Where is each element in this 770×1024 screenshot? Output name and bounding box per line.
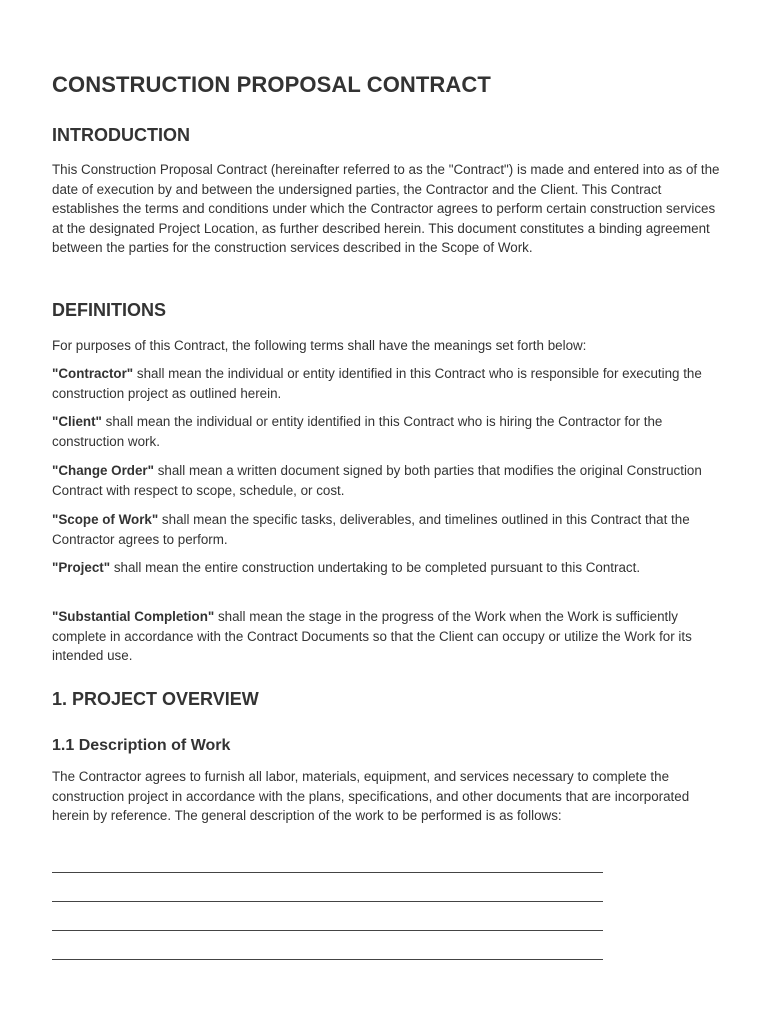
definition-term: "Scope of Work"	[52, 512, 159, 527]
introduction-paragraph: This Construction Proposal Contract (hereinafter referred to as the "Contract") is made and entered into as of the date of execution by and between the undersigned parties, the Contractor and the Client. This Contract establishes the terms and conditions under which the Contractor agrees to perform certain construction services at the designated Project Location, as further described herein. This document constitutes a binding agreement between the parties for the construction services described in the Scope of Work.	[52, 162, 720, 255]
definition-project	[52, 558, 720, 578]
definitions-intro: For purposes of this Contract, the following terms shall have the meanings set forth below:	[52, 338, 587, 353]
definition-substantial-completion	[52, 607, 720, 666]
definition-scope-of-work	[52, 510, 720, 549]
definition-term: "Contractor"	[52, 366, 134, 381]
definition-text: shall mean the individual or entity identified in this Contract who is hiring the Contractor for the construction work.	[52, 414, 663, 449]
fill-in-blank-line[interactable]	[52, 959, 603, 960]
definition-term: "Substantial Completion"	[52, 609, 215, 624]
project-overview-heading: 1. PROJECT OVERVIEW	[52, 689, 259, 709]
introduction-heading: INTRODUCTION	[52, 125, 190, 145]
definition-text: shall mean the specific tasks, deliverables, and timelines outlined in this Contract that the Contractor agrees to perform.	[52, 512, 690, 547]
fill-in-blank-line[interactable]	[52, 901, 603, 902]
definitions-heading: DEFINITIONS	[52, 300, 167, 320]
definition-text: shall mean a written document signed by both parties that modifies the original Construction Contract with respect to scope, schedule, or cost.	[52, 463, 702, 498]
description-of-work-paragraph: The Contractor agrees to furnish all labor, materials, equipment, and services necessary to complete the construction project in accordance with the plans, specifications, and other documents that are incorporated herein by reference. The general description of the work to be performed is as follows:	[52, 769, 690, 823]
definition-text: shall mean the stage in the progress of the Work when the Work is sufficiently complete in accordance with the Contract Documents so that the Client can occupy or utilize the Work for its intended use.	[52, 609, 692, 663]
definition-text: shall mean the individual or entity identified in this Contract who is responsible for executing the construction project as outlined herein.	[52, 366, 702, 401]
fill-in-blank-line[interactable]	[52, 872, 603, 873]
definition-term: "Change Order"	[52, 463, 154, 478]
definition-client	[52, 412, 720, 451]
definition-change-order	[52, 461, 720, 500]
description-of-work-heading: 1.1 Description of Work	[52, 737, 231, 754]
document-title: CONSTRUCTION PROPOSAL CONTRACT	[52, 72, 491, 97]
definition-text: shall mean the entire construction undertaking to be completed pursuant to this Contract.	[110, 560, 641, 575]
fill-in-blank-line[interactable]	[52, 930, 603, 931]
definition-contractor	[52, 364, 720, 403]
definition-term: "Client"	[52, 414, 102, 429]
definition-term: "Project"	[52, 560, 111, 575]
